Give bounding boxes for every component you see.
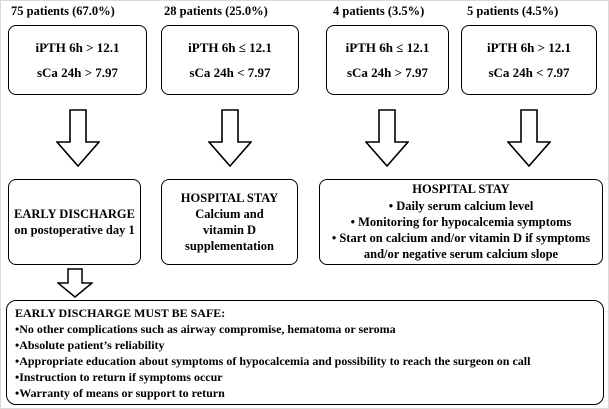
safety-bullet: •Absolute patient’s reliability	[15, 337, 165, 352]
early-discharge-title: EARLY DISCHARGE	[14, 206, 135, 221]
safety-title: EARLY DISCHARGE MUST BE SAFE:	[15, 306, 226, 320]
hospital-stay-wide-title: HOSPITAL STAY	[412, 182, 510, 197]
hospital-stay-wide-bullet: • Start on calcium and/or vitamin D if symptoms	[331, 231, 591, 246]
down-arrow-icon	[56, 109, 100, 167]
column-count-label-2: 28 patients (25.0%)	[164, 4, 268, 18]
criteria-line: iPTH 6h ≤ 12.1	[188, 40, 272, 56]
early-discharge-subtitle: on postoperative day 1	[14, 223, 135, 237]
criteria-line: iPTH 6h > 12.1	[35, 40, 120, 56]
down-arrow-icon	[365, 109, 409, 167]
safety-bullet: •Warranty of means or support to return	[15, 385, 225, 400]
down-arrow-icon	[57, 268, 93, 298]
column-count-label-1: 75 patients (67.0%)	[11, 4, 115, 18]
safety-bullet: •Instruction to return if symptoms occur	[15, 369, 223, 384]
criteria-line: sCa 24h < 7.97	[488, 64, 570, 80]
safety-bullet: •Appropriate education about symptoms of hypocalcemia and possibility to reach the surgeon on call	[15, 353, 531, 368]
hospital-stay-line: vitamin D	[202, 223, 257, 237]
hospital-stay-wide-bullet: • Monitoring for hypocalcemia symptoms	[350, 214, 572, 229]
criteria-box-2	[161, 25, 299, 95]
hospital-stay-line: Calcium and	[195, 206, 264, 221]
criteria-line: sCa 24h > 7.97	[36, 64, 119, 80]
criteria-line: iPTH 6h > 12.1	[487, 40, 571, 56]
criteria-box-3	[326, 25, 449, 95]
safety-criteria-box	[6, 300, 604, 405]
column-count-label-3: 4 patients (3.5%)	[333, 4, 425, 18]
down-arrow-icon	[208, 109, 252, 167]
hospital-stay-wide-bullet: • Daily serum calcium level	[388, 198, 534, 213]
early-discharge-box	[8, 179, 141, 265]
criteria-line: sCa 24h < 7.97	[189, 64, 271, 80]
hospital-stay-title: HOSPITAL STAY	[180, 190, 279, 205]
column-count-label-4: 5 patients (4.5%)	[467, 4, 559, 18]
hospital-stay-wide-bullet: and/or negative serum calcium slope	[363, 247, 559, 262]
hospital-stay-wide-box	[319, 179, 603, 265]
criteria-box-1	[8, 25, 147, 95]
down-arrow-icon	[507, 109, 551, 167]
hospital-stay-box	[161, 179, 298, 265]
criteria-line: sCa 24h > 7.97	[346, 64, 429, 80]
hospital-stay-line: supplementation	[185, 239, 274, 254]
safety-bullet: •No other complications such as airway compromise, hematoma or seroma	[15, 321, 396, 336]
criteria-box-4	[461, 25, 597, 95]
criteria-line: iPTH 6h ≤ 12.1	[345, 40, 430, 56]
